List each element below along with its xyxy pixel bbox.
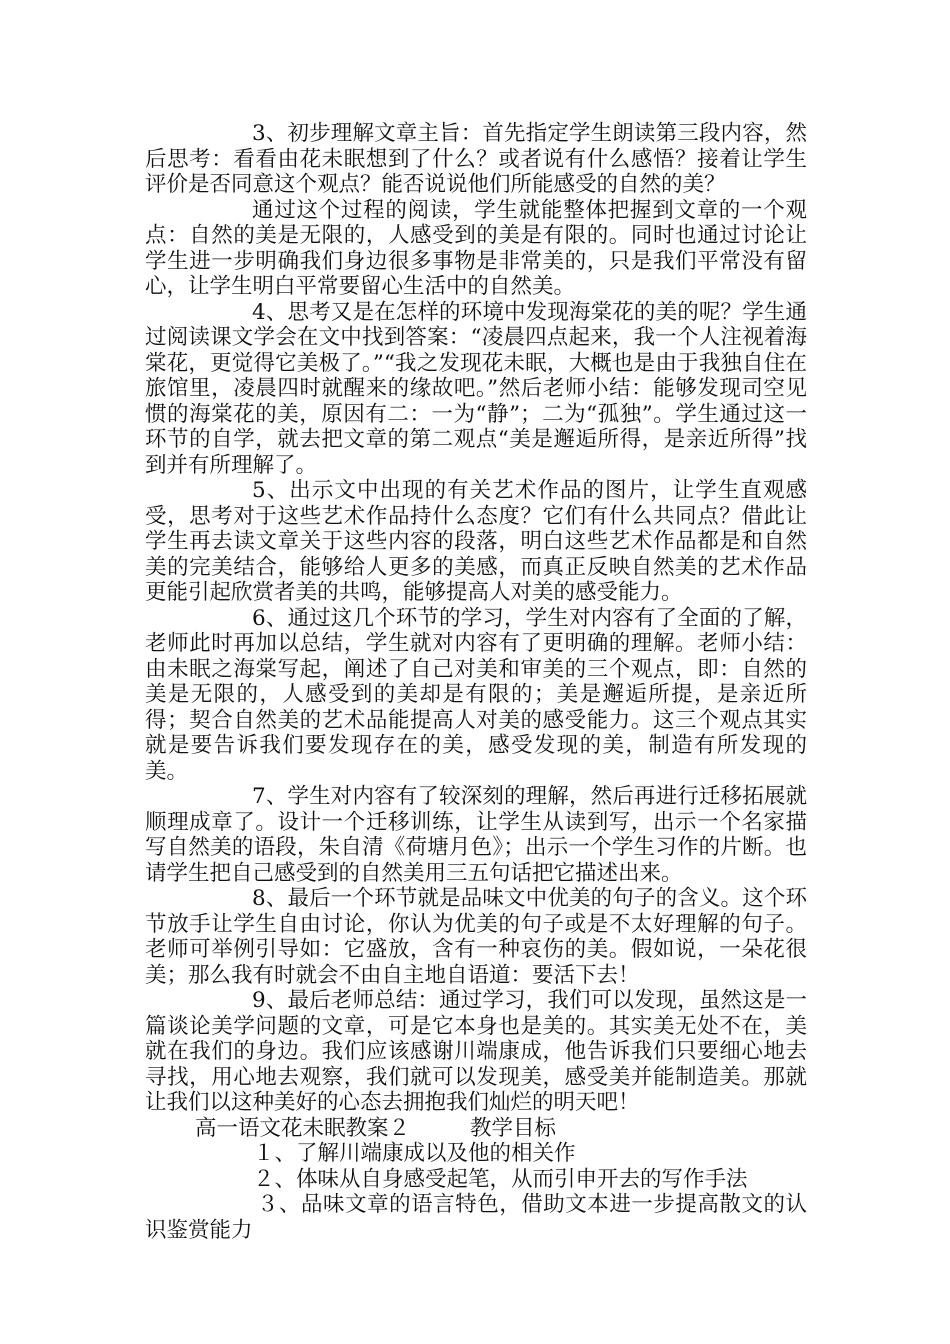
- paragraph-step-9: 9、最后老师总结：通过学习，我们可以发现，虽然这是一篇谈论美学问题的文章，可是它本身也是美的。其实美无处不在，美就在我们的身边。我们应该感谢川端康成，他告诉我们只要细心地去寻找，用心地去观察，我们就可以发现美，感受美并能制造美。那就让我们以这种美好的心态去拥抱我们灿烂的明天吧！: [145, 988, 807, 1115]
- document-body: [145, 121, 807, 1243]
- paragraph-step-7: 7、学生对内容有了较深刻的理解，然后再进行迁移拓展就顺理成章了。设计一个迁移训练，让学生从读到写，出示一个名家描写自然美的语段，朱自清《荷塘月色》；出示一个学生习作的片断。也请学生把自己感受到的自然美用三五句话把它描述出来。: [145, 784, 807, 886]
- objective-item: １、了解川端康成以及他的相关作: [253, 1141, 576, 1166]
- objective-item: ３、品味文章的语言特色，借助文本进一步提高散文的认识鉴赏能力: [145, 1192, 807, 1243]
- paragraph-step-3: 3、初步理解文章主旨：首先指定学生朗读第三段内容，然后思考：看看由花未眠想到了什么？或者说有什么感悟？接着让学生评价是否同意这个观点？能否说说他们所能感受的自然的美？: [145, 121, 807, 197]
- objective-item: ２、体味从自身感受起笔，从而引申开去的写作手法: [253, 1166, 748, 1192]
- lesson-title: 高一语文花未眠教案２: [195, 1115, 411, 1141]
- paragraph-step-4: 4、思考又是在怎样的环境中发现海棠花的美的呢？学生通过阅读课文学会在文中找到答案：“凌晨四点起来，我一个人注视着海棠花，更觉得它美极了。”“我之发现花未眠，大概也是由于我独自住在旅馆里，凌晨四时就醒来的缘故吧。”然后老师小结：能够发现司空见惯的海棠花的美，原因有二：一为“静”；二为“孤独”。学生通过这一环节的自学，就去把文章的第二观点“美是邂逅所得，是亲近所得”找到并有所理解了。: [145, 299, 807, 478]
- lesson-subtitle: 教学目标: [470, 1115, 557, 1141]
- paragraph-step-6: 6、通过这几个环节的学习，学生对内容有了全面的了解，老师此时再加以总结，学生就对内容有了更明确的理解。老师小结：由未眠之海棠写起，阐述了自己对美和审美的三个观点，即：自然的美是无限的，人感受到的美却是有限的；美是邂逅所提，是亲近所得；契合自然美的艺术品能提高人对美的感受能力。这三个观点其实就是要告诉我们要发现存在的美，感受发现的美，制造有所发现的美。: [145, 605, 807, 784]
- lesson-heading: [145, 1116, 807, 1142]
- paragraph-step-3-followup: 通过这个过程的阅读，学生就能整体把握到文章的一个观点：自然的美是无限的，人感受到的美是有限的。同时也通过讨论让学生进一步明确我们身边很多事物是非常美的，只是我们平常没有留心，让学生明白平常要留心生活中的自然美。: [145, 197, 807, 299]
- paragraph-step-5: 5、出示文中出现的有关艺术作品的图片，让学生直观感受，思考对于这些艺术作品持什么态度？它们有什么共同点？借此让学生再去读文章关于这些内容的段落，明白这些艺术作品都是和自然美的完美结合，能够给人更多的美感，而真正反映自然美的艺术作品更能引起欣赏者美的共鸣，能够提高人对美的感受能力。: [145, 478, 807, 605]
- paragraph-step-8: 8、最后一个环节就是品味文中优美的句子的含义。这个环节放手让学生自由讨论，你认为优美的句子或是不太好理解的句子。老师可举例引导如：它盛放，含有一种哀伤的美。假如说，一朵花很美；那么我有时就会不由自主地自语道：要活下去！: [145, 886, 807, 988]
